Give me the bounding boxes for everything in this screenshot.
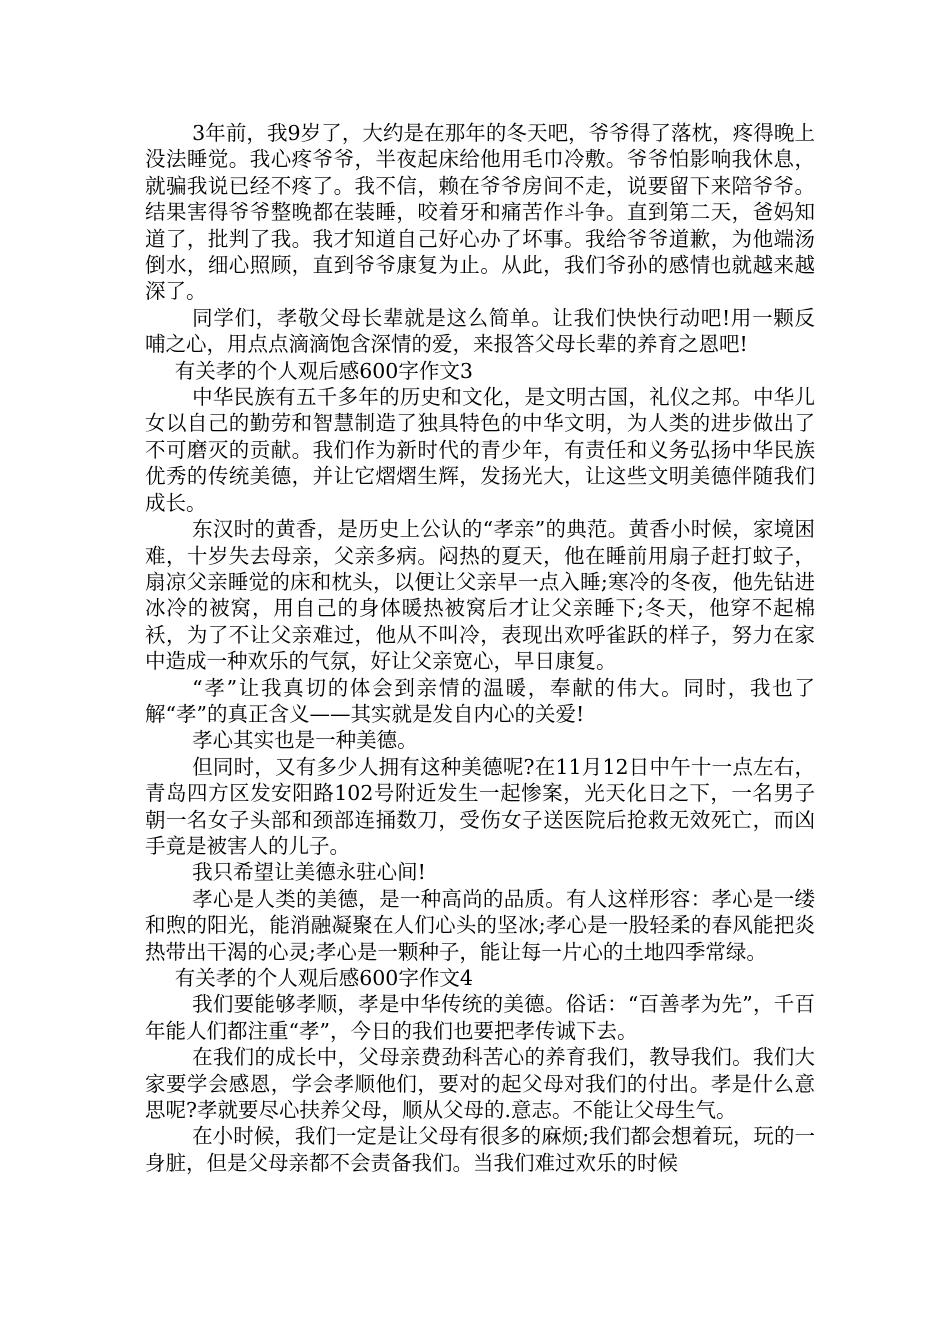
paragraph-hope: 我只希望让美德永驻心间! [192, 860, 426, 885]
paragraph-grandpa-story: 3年前，我9岁了，大约是在那年的冬天吧，爷爷得了落枕，疼得晚上没法睡觉。我心疼爷爷，半夜起床给他用毛巾冷敷。爷爷怕影响我休息，就骗我说已经不疼了。我不信，赖在爷爷房间不走，说要留下来陪爷爷。结果害得爷爷整晚都在装睡，咬着牙和痛苦作斗争。直到第二天，爸妈知道了，批判了我。我才知道自己好心办了坏事。我给爷爷道歉，为他端汤倒水，细心照顾，直到爷爷康复为止。从此，我们爷孙的感情也就越来越深了。 [145, 121, 815, 304]
paragraph-virtue: 孝心其实也是一种美德。 [192, 728, 418, 753]
paragraph-gratitude: 在我们的成长中，父母亲费劲科苦心的养育我们，教导我们。我们大家要学会感恩，学会孝顺他们，要对的起父母对我们的付出。孝是什么意思呢?孝就要尽心扶养父母，顺从父母的.意志。不能让父母生气。 [145, 1045, 815, 1123]
paragraph-chinese-civilization: 中华民族有五千多年的历史和文化，是文明古国，礼仪之邦。中华儿女以自己的勤劳和智慧制造了独具特色的中华文明，为人类的进步做出了不可磨灭的贡献。我们作为新时代的青少年，有责任和义务弘扬中华民族优秀的传统美德，并让它熠熠生辉，发扬光大，让这些文明美德伴随我们成长。 [145, 385, 815, 515]
paragraph-huang-xiang: 东汉时的黄香，是历史上公认的“孝亲”的典范。黄香小时候，家境困难，十岁失去母亲，父亲多病。闷热的夏天，他在睡前用扇子赶打蚊子，扇凉父亲睡觉的床和枕头，以便让父亲早一点入睡;寒冷的冬夜，他先钻进冰冷的被窝，用自己的身体暖热被窝后才让父亲睡下;冬天，他穿不起棉袄，为了不让父亲难过，他从不叫冷，表现出欢呼雀跃的样子，努力在家中造成一种欢乐的气氛，好让父亲宽心，早日康复。 [145, 517, 815, 674]
section-heading-3: 有关孝的个人观后感600字作文3 [174, 358, 473, 383]
paragraph-filial-meaning: “孝”让我真切的体会到亲情的温暖，奉献的伟大。同时，我也了解“孝”的真正含义——其实就是发自内心的关爱! [145, 675, 815, 726]
section-heading-4: 有关孝的个人观后感600字作文4 [174, 966, 473, 990]
paragraph-tragedy: 但同时，又有多少人拥有这种美德呢?在11月12日中午十一点左右，青岛四方区发安阳路102号附近发生一起惨案，光天化日之下，一名男子朝一名女子头部和颈部连捅数刀，受伤女子送医院后抢救无效死亡，而凶手竟是被害人的儿子。 [145, 754, 815, 858]
paragraph-call-to-action: 同学们，孝敬父母长辈就是这么简单。让我们快快行动吧!用一颗反哺之心，用点点滴滴饱含深情的爱，来报答父母长辈的养育之恩吧! [145, 305, 815, 357]
paragraph-childhood: 在小时候，我们一定是让父母有很多的麻烦;我们都会想着玩，玩的一身脏，但是父母亲都不会责备我们。当我们难过欢乐的时候 [145, 1124, 815, 1175]
paragraph-metaphors: 孝心是人类的美德，是一种高尚的品质。有人这样形容：孝心是一缕和煦的阳光，能消融凝聚在人们心头的坚冰;孝心是一股轻柔的春风能把炎热带出干渴的心灵;孝心是一颗种子，能让每一片心的土地四季常绿。 [145, 886, 815, 964]
document-page [145, 120, 815, 1176]
paragraph-filial-tradition: 我们要能够孝顺，孝是中华传统的美德。俗话：“百善孝为先”，千百年能人们都注重“孝”，今日的我们也要把孝传诚下去。 [145, 992, 815, 1043]
